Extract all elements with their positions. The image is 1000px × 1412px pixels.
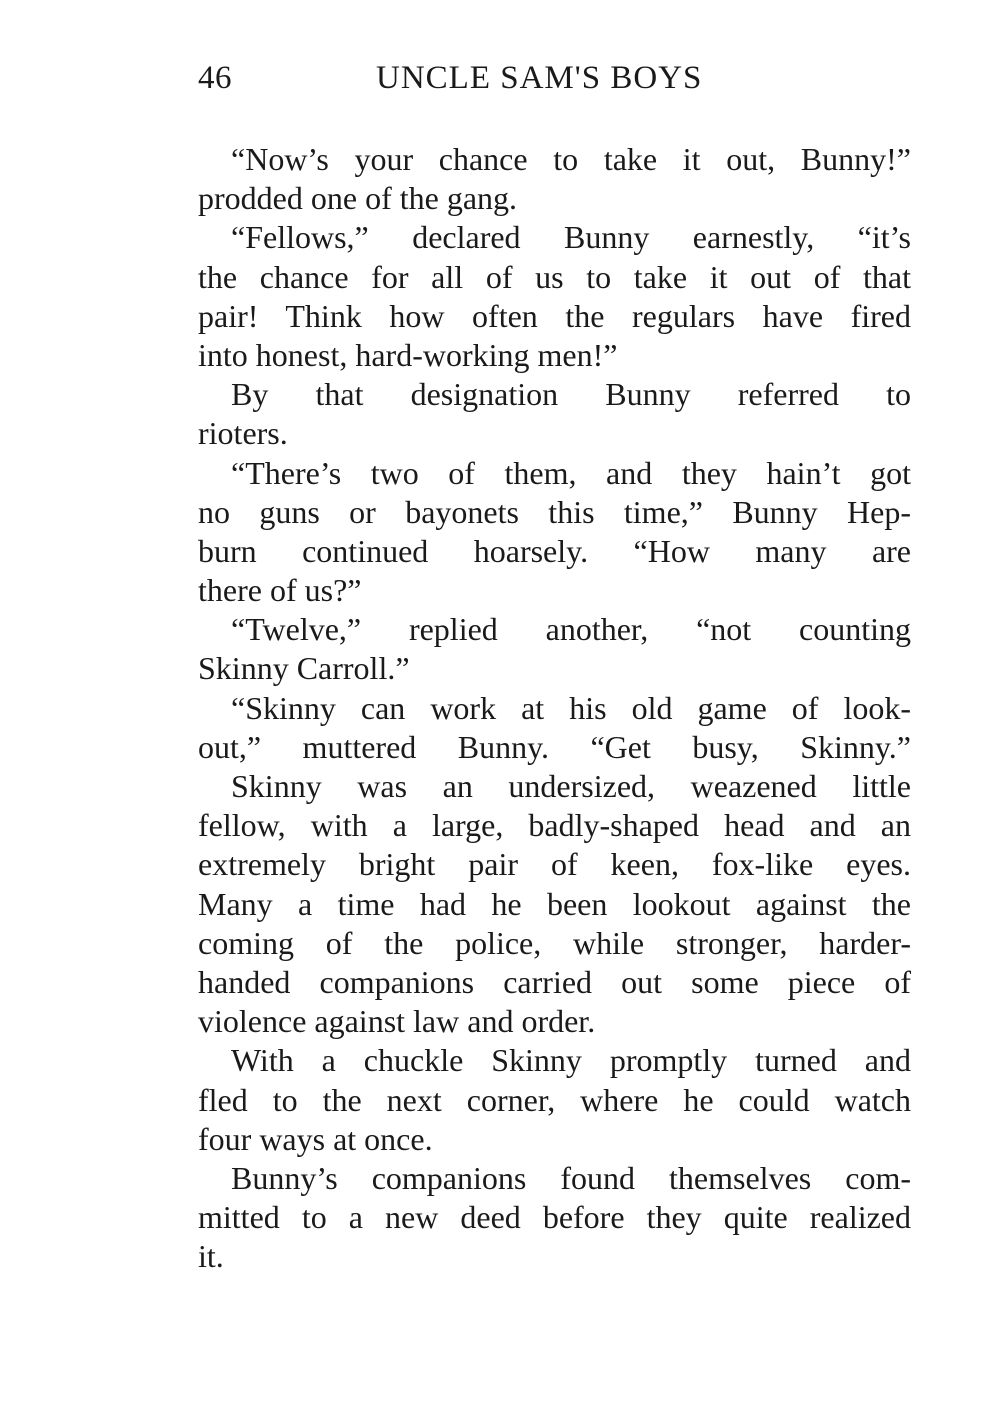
paragraph-first-line: “Skinny can work at his old game of look- bbox=[231, 689, 911, 726]
text-line: there of us?” bbox=[198, 572, 362, 609]
text-line: it. bbox=[198, 1238, 224, 1275]
text-line: out,” muttered Bunny. “Get busy, Skinny.” bbox=[198, 728, 911, 765]
paragraph-first-line: By that designation Bunny referred to bbox=[231, 376, 911, 413]
text-line: Many a time had he been lookout against the bbox=[198, 885, 911, 922]
text-line: fled to the next corner, where he could watch bbox=[198, 1081, 911, 1118]
page-number: 46 bbox=[198, 60, 232, 96]
body-text bbox=[198, 140, 911, 1276]
text-line: mitted to a new deed before they quite realized bbox=[198, 1199, 911, 1236]
text-line: rioters. bbox=[198, 415, 288, 452]
text-line: no guns or bayonets this time,” Bunny Hep- bbox=[198, 493, 911, 530]
paragraph-first-line: Bunny’s companions found themselves com- bbox=[231, 1159, 911, 1196]
text-line: pair! Think how often the regulars have fired bbox=[198, 297, 911, 334]
paragraph-first-line: Skinny was an undersized, weazened little bbox=[231, 768, 911, 804]
text-line: four ways at once. bbox=[198, 1120, 433, 1157]
text-line: into honest, hard-working men!” bbox=[198, 336, 618, 373]
page-header bbox=[198, 60, 913, 104]
running-title: UNCLE SAM'S BOYS bbox=[376, 60, 703, 96]
text-line: burn continued hoarsely. “How many are bbox=[198, 532, 911, 569]
paragraph-first-line: “Twelve,” replied another, “not counting bbox=[231, 611, 911, 648]
paragraph-first-line: “There’s two of them, and they hain’t got bbox=[231, 454, 911, 491]
text-line: prodded one of the gang. bbox=[198, 180, 518, 217]
text-line: handed companions carried out some piece of bbox=[198, 963, 911, 1000]
paragraph-first-line: “Fellows,” declared Bunny earnestly, “it’s bbox=[231, 219, 911, 256]
paragraph-first-line: With a chuckle Skinny promptly turned and bbox=[231, 1042, 911, 1079]
paragraph-first-line: “Now’s your chance to take it out, Bunny!” bbox=[231, 141, 911, 177]
text-line: coming of the police, while stronger, harder- bbox=[198, 924, 911, 961]
text-line: Skinny Carroll.” bbox=[198, 650, 410, 687]
text-line: the chance for all of us to take it out of that bbox=[198, 258, 911, 295]
text-line: violence against law and order. bbox=[198, 1003, 596, 1040]
text-line: fellow, with a large, badly-shaped head and an bbox=[198, 807, 911, 844]
text-line: extremely bright pair of keen, fox-like eyes. bbox=[198, 846, 911, 883]
